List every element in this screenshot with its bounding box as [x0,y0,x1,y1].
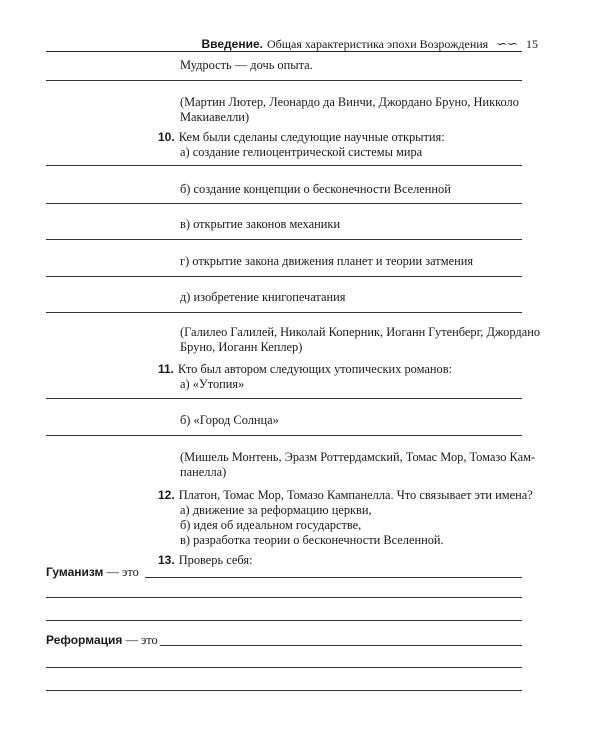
question-13 [158,553,253,568]
answer-line[interactable] [46,276,522,277]
q12-option-b: б) идея об идеальном государстве, [180,518,362,532]
question-text: Проверь себя: [178,553,253,567]
section-title: Введение. [201,37,263,51]
answer-line[interactable] [46,203,522,204]
header-rule [46,51,522,52]
question-number: 12. [158,488,175,502]
q10-item-b: б) создание концепции о бесконечности Вселенной [180,182,451,196]
running-head [202,36,539,52]
term-dash: — это [106,565,139,579]
answer-line[interactable] [46,667,522,668]
section-subtitle: Общая характеристика эпохи Возрождения [266,37,489,51]
answer-line[interactable] [46,239,522,240]
q10-item-e: д) изобретение книгопечатания [180,290,346,304]
q12-option-c: в) разработка теории о бесконечности Вселенной. [180,533,444,547]
definition-input-line[interactable] [145,577,522,578]
answer-line[interactable] [46,312,522,313]
q10-item-d: г) открытие закона движения планет и теории затмения [180,254,474,268]
question-text: Кто был автором следующих утопических романов: [178,362,453,376]
page-number: 15 [526,37,538,51]
names-list-line1: (Мартин Лютер, Леонардо да Винчи, Джордано Бруно, Никколо [180,95,519,109]
q12-option-a: а) движение за реформацию церкви, [180,503,372,517]
q10-names-line2: Бруно, Иоганн Кеплер) [180,340,303,354]
question-text: Кем были сделаны следующие научные открытия: [178,130,445,144]
question-number: 13. [158,553,175,567]
quote-line: Мудрость — дочь опыта. [180,58,313,72]
answer-line[interactable] [46,165,522,166]
term-reformation [46,633,158,648]
question-11 [158,362,452,377]
question-12 [158,488,533,503]
answer-line[interactable] [46,435,522,436]
answer-line[interactable] [46,398,522,399]
term-humanism [46,565,139,580]
q11-item-a: а) «Утопия» [180,377,245,391]
q11-names-line1: (Мишель Монтень, Эразм Роттердамский, Томас Мор, Томазо Кам- [180,450,536,464]
answer-line[interactable] [46,690,522,691]
answer-line[interactable] [46,620,522,621]
term-label: Реформация [46,633,123,647]
answer-line[interactable] [46,597,522,598]
q10-item-c: в) открытие законов механики [180,217,341,231]
q10-names-line1: (Галилео Галилей, Николай Коперник, Иоганн Гутенберг, Джордано [180,325,541,339]
answer-line[interactable] [46,80,522,81]
question-10 [158,130,445,145]
term-dash: — это [125,633,158,647]
definition-input-line[interactable] [160,645,522,646]
q11-item-b: б) «Город Солнца» [180,413,279,427]
question-number: 11. [158,362,175,376]
names-list-line2: Макиавелли) [180,110,250,124]
q11-names-line2: панелла) [180,465,227,479]
question-number: 10. [158,130,175,144]
q10-item-a: а) создание гелиоцентрической системы мира [180,145,423,159]
term-label: Гуманизм [46,565,104,579]
ornament-icon: ∽∽ [496,36,518,51]
question-text: Платон, Томас Мор, Томазо Кампанелла. Что связывает эти имена? [178,488,533,502]
